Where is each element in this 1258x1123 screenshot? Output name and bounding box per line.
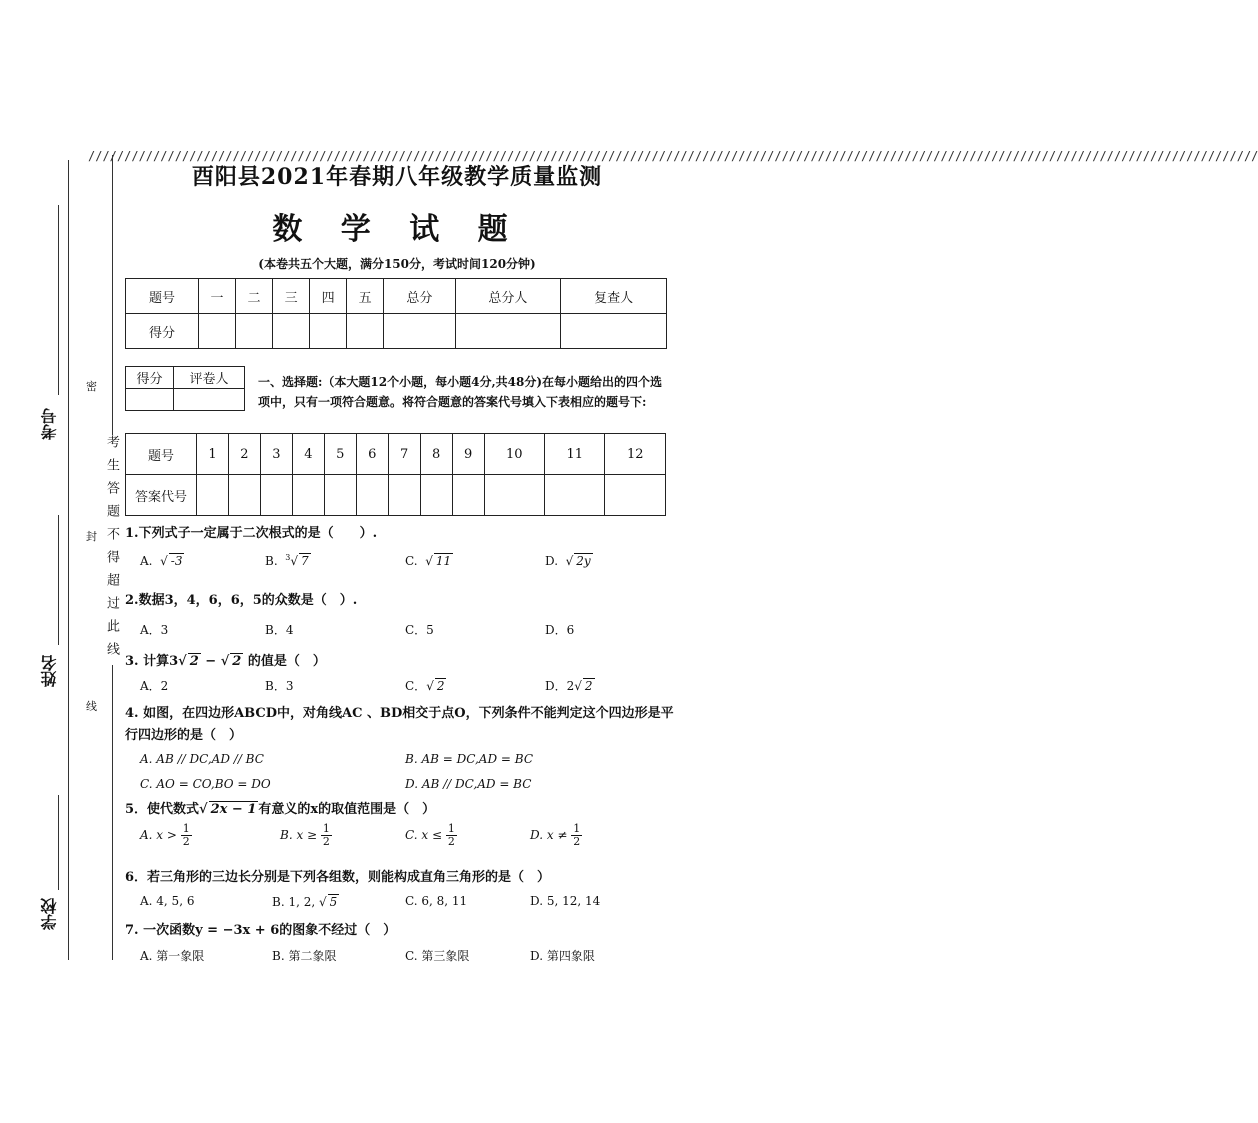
answer-number: 5 (324, 434, 356, 475)
grader-score-label: 得分 (126, 367, 174, 389)
answer-entry[interactable] (545, 475, 605, 516)
score-cell: 五 (347, 279, 384, 314)
q2-option-c: C．5 (405, 623, 434, 637)
answer-entry-label: 答案代号 (126, 475, 197, 516)
exam-number-field[interactable] (58, 205, 59, 395)
answer-number: 6 (356, 434, 388, 475)
score-entry[interactable] (236, 314, 273, 349)
xian-label: 线 (86, 700, 97, 713)
question-7: 7. 一次函数y = −3x + 6的图象不经过（ ） (125, 923, 397, 938)
score-entry[interactable] (561, 314, 667, 349)
score-cell: 总分 (384, 279, 455, 314)
answer-entry[interactable] (292, 475, 324, 516)
q5-option-c: C. x ≤ $\frac{1}{2}$ (405, 822, 455, 848)
score-table-score-row (126, 314, 667, 349)
q5-option-a: A. x > $\frac{1}{2}$ (140, 822, 190, 848)
margin-outer-line (68, 160, 69, 960)
answer-number: 8 (420, 434, 452, 475)
score-cell: 二 (236, 279, 273, 314)
q7-option-a: A. 第一象限 (140, 949, 205, 963)
score-entry[interactable] (347, 314, 384, 349)
answer-entry[interactable] (420, 475, 452, 516)
answer-number: 11 (545, 434, 605, 475)
q3-option-c: C．√ 2 (405, 679, 445, 693)
answer-entry[interactable] (452, 475, 484, 516)
grader-name-label: 评卷人 (173, 367, 244, 389)
question-2: 2.数据3，4，6，6，5的众数是（ ）. (125, 593, 358, 608)
q3-option-d: D．2√ 2 (545, 679, 593, 693)
answer-number: 1 (197, 434, 229, 475)
score-table-header-row (126, 279, 667, 314)
answer-number: 2 (228, 434, 260, 475)
q6-option-b: B. 1, 2, √ 5 (272, 895, 338, 909)
answer-entry[interactable] (356, 475, 388, 516)
score-cell: 题号 (126, 279, 199, 314)
name-label: 姓名 (40, 655, 59, 687)
q3-option-a: A．2 (140, 679, 169, 693)
q1-option-b: B. $^3$√ 7 (265, 553, 309, 568)
score-entry[interactable] (455, 314, 561, 349)
score-cell: 总分人 (455, 279, 561, 314)
q4-option-c: C. AO = CO,BO = DO (140, 777, 271, 791)
question-6: 6．若三角形的三边长分别是下列各组数，则能构成直角三角形的是（ ） (125, 870, 551, 885)
q3-option-b: B．3 (265, 679, 294, 693)
subject-title: 数 学 试 题 (272, 212, 522, 247)
score-entry[interactable] (199, 314, 236, 349)
exam-note: (本卷共五个大题，满分150分，考试时间120分钟) (258, 257, 536, 271)
score-cell: 复查人 (561, 279, 667, 314)
q5-option-b: B. x ≥ $\frac{1}{2}$ (280, 822, 330, 848)
name-field[interactable] (58, 515, 59, 645)
answer-number: 3 (260, 434, 292, 475)
feng-label: 封 (86, 530, 97, 543)
answer-entry[interactable] (197, 475, 229, 516)
answer-entry[interactable] (484, 475, 544, 516)
score-cell: 一 (199, 279, 236, 314)
answer-entry[interactable] (388, 475, 420, 516)
question-4: 4. 如图，在四边形ABCD中，对角线AC 、BD相交于点O，下列条件不能判定这个四边形是平行四边形的是（ ） (125, 706, 674, 743)
answer-number: 9 (452, 434, 484, 475)
cut-line: ////////////////////////////////////////////////////////////////////////////////////////////////////////////////////////////////////////////////////////////////// (88, 149, 1258, 163)
score-entry[interactable] (273, 314, 310, 349)
answer-number: 4 (292, 434, 324, 475)
score-cell: 三 (273, 279, 310, 314)
mi-label: 密 (86, 380, 97, 393)
answer-number: 12 (605, 434, 666, 475)
answer-entry-row (126, 475, 666, 516)
answer-number-row (126, 434, 666, 475)
exam-number-label: 考号 (40, 408, 59, 440)
exam-title: 酉阳县2021年春期八年级教学质量监测 (191, 164, 603, 190)
q4-option-b: B. AB = DC,AD = BC (405, 752, 533, 766)
q2-option-b: B．4 (265, 623, 294, 637)
q5-option-d: D. x ≠ $\frac{1}{2}$ (530, 822, 581, 848)
q2-option-a: A．3 (140, 623, 169, 637)
score-cell: 四 (310, 279, 347, 314)
answer-number: 7 (388, 434, 420, 475)
answer-entry[interactable] (605, 475, 666, 516)
score-row-label: 得分 (126, 314, 199, 349)
answer-entry[interactable] (260, 475, 292, 516)
margin-note: 考生答题不得超过此线 (104, 435, 119, 665)
q6-option-d: D. 5, 12, 14 (530, 894, 601, 908)
answer-number: 10 (484, 434, 544, 475)
q7-option-b: B. 第二象限 (272, 949, 337, 963)
q6-option-c: C. 6, 8, 11 (405, 894, 468, 908)
section-intro: 一、选择题:（本大题12个小题，每小题4分,共48分)在每小题给出的四个选项中，只有一项符合题意。将符合题意的答案代号填入下表相应的题号下: (258, 375, 663, 409)
q4-option-d: D. AB // DC,AD = BC (405, 777, 532, 791)
grader-name-entry[interactable] (173, 389, 244, 411)
question-5: 5．使代数式√ 2x − 1 有意义的x的取值范围是（ ） (125, 802, 436, 817)
q1-option-d: D. √ 2y (545, 554, 591, 568)
q1-option-a: A. √ -3 (140, 554, 183, 568)
q7-option-c: C. 第三象限 (405, 949, 470, 963)
score-entry[interactable] (310, 314, 347, 349)
answer-entry[interactable] (228, 475, 260, 516)
score-entry[interactable] (384, 314, 455, 349)
question-1: 1.下列式子一定属于二次根式的是（ ）. (125, 526, 378, 541)
score-table (125, 278, 667, 349)
grader-box (125, 366, 245, 411)
q1-option-c: C. √ 11 (405, 554, 452, 568)
q4-option-a: A. AB // DC,AD // BC (140, 752, 264, 766)
q7-option-d: D. 第四象限 (530, 949, 595, 963)
answer-entry[interactable] (324, 475, 356, 516)
question-3: 3. 计算3√ 2 − √ 2 的值是（ ） (125, 654, 326, 669)
q6-option-a: A. 4, 5, 6 (140, 894, 195, 908)
answer-row-label: 题号 (126, 434, 197, 475)
q2-option-d: D．6 (545, 623, 575, 637)
grader-score-entry[interactable] (126, 389, 174, 411)
school-label: 学校 (40, 898, 59, 930)
answer-table (125, 433, 666, 516)
school-field[interactable] (58, 795, 59, 890)
